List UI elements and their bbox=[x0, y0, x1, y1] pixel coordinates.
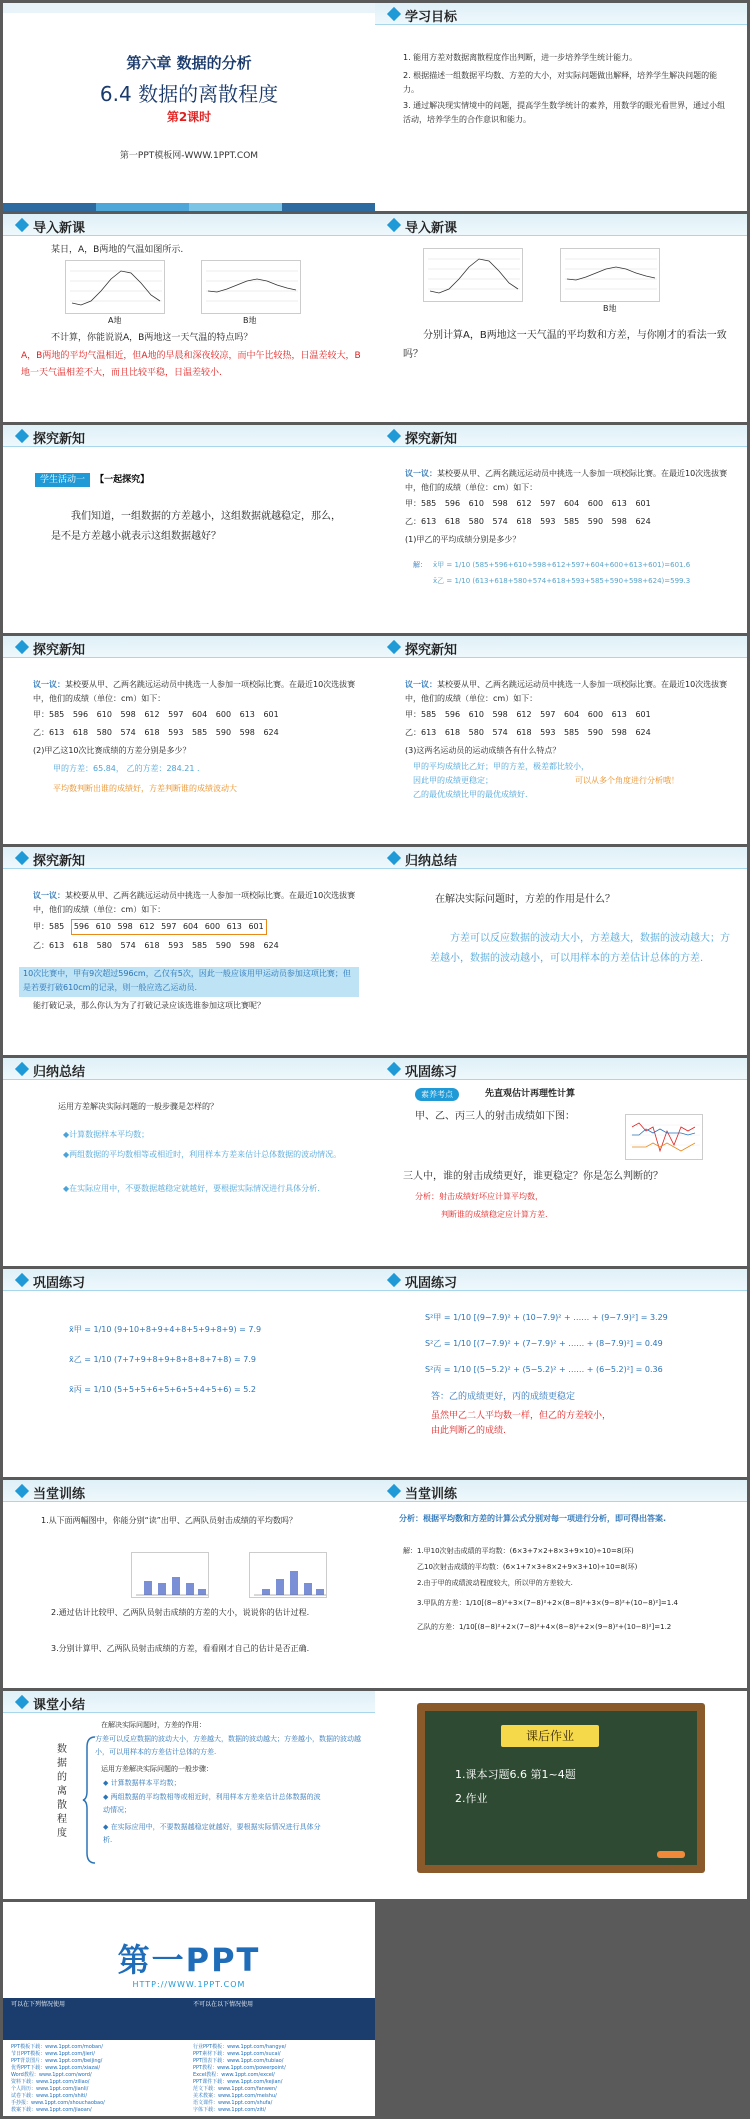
label-a: A地 bbox=[108, 316, 122, 325]
lesson-number: 第2课时 bbox=[166, 110, 212, 124]
diamond-icon bbox=[387, 640, 401, 654]
summary-3: 运用方差解决实际问题的一般步骤： bbox=[101, 1765, 213, 1773]
slide-explore-5 bbox=[3, 847, 375, 1055]
homework-item-2: 2.作业 bbox=[455, 1792, 488, 1805]
summary-4: ◆ 计算数据样本平均数； bbox=[103, 1779, 181, 1787]
question: 分别计算A，B两地这一天气温的平均数和方差，与你刚才的看法一致吗？ bbox=[403, 330, 727, 360]
diamond-icon bbox=[15, 218, 29, 232]
shooting-chart bbox=[625, 1114, 703, 1160]
yi-row: 乙：613 618 580 574 618 593 585 590 598 624 bbox=[33, 941, 279, 950]
badge: 素养考点 bbox=[415, 1088, 459, 1101]
slide-train-1 bbox=[3, 1480, 375, 1688]
diamond-icon bbox=[387, 851, 401, 865]
diamond-icon bbox=[387, 1273, 401, 1287]
variance-answer: 甲的方差：65.84， 乙的方差：284.21 . bbox=[53, 764, 200, 773]
question: 在解决实际问题时，方差的作用是什么？ bbox=[435, 894, 615, 905]
chalk-icon bbox=[657, 1851, 685, 1858]
diamond-icon bbox=[387, 1062, 401, 1076]
slide-explore-2 bbox=[375, 425, 747, 633]
question: (1)甲乙的平均成绩分别是多少？ bbox=[405, 535, 521, 544]
bar-chart-jia bbox=[131, 1552, 209, 1598]
problem: 某校要从甲、乙两名跳远运动员中挑选一人参加一项校际比赛。在最近10次选拔赛中，他们的成绩（单位：cm）如下： bbox=[405, 680, 728, 703]
slide-practice-3 bbox=[375, 1269, 747, 1477]
vertical-title: 数据的离散程度 bbox=[57, 1744, 67, 1839]
var-bing: S²丙 = 1/10 [(5−5.2)² + (5−5.2)² + …… + (6−5.2)²] = 0.36 bbox=[425, 1365, 663, 1374]
analysis-1: 分析：射击成绩好坏应计算平均数， bbox=[415, 1192, 543, 1201]
answer: 方差可以反应数据的波动大小，方差越大，数据的波动越大；方差越小，数据的波动越小，可以用样本的方差估计总体的方差. bbox=[430, 933, 730, 964]
diamond-icon bbox=[387, 7, 401, 21]
question-2: 2.通过估计比较甲、乙两队员射击成绩的方差的大小，说说你的估计过程. bbox=[51, 1608, 310, 1617]
answer: 答：乙的成绩更好，丙的成绩更稳定 bbox=[431, 1392, 576, 1402]
diamond-icon bbox=[15, 429, 29, 443]
homework-item-1: 1.课本习题6.6 第1~4题 bbox=[455, 1768, 576, 1781]
diamond-icon bbox=[15, 640, 29, 654]
yi-row: 乙：613 618 580 574 618 593 585 590 598 624 bbox=[405, 728, 651, 737]
note-2: 由此判断乙的成绩. bbox=[431, 1426, 506, 1436]
diamond-icon bbox=[15, 1484, 29, 1498]
slide-class-summary bbox=[3, 1691, 375, 1899]
formula-yi: x̄乙 = 1/10 (613+618+580+574+618+593+585+590+598+624)=599.3 bbox=[433, 577, 691, 585]
bar-chart-yi bbox=[249, 1552, 327, 1598]
lesson-title: 6.4 数据的离散程度 bbox=[99, 82, 279, 106]
problem: 某校要从甲、乙两名跳远运动员中挑选一人参加一项校际比赛。在最近10次选拔赛中，他们的成绩（单位：cm）如下： bbox=[405, 469, 728, 492]
slide-title bbox=[3, 3, 375, 211]
yi-row: 乙：613 618 580 574 618 593 585 590 598 624 bbox=[33, 728, 279, 737]
slide-goals bbox=[375, 3, 747, 211]
header-title: 当堂训练 bbox=[405, 1487, 458, 1502]
mean-yi: x̄乙 = 1/10 (7+7+9+8+9+8+8+8+7+8) = 7.9 bbox=[69, 1355, 257, 1364]
slide-train-2 bbox=[375, 1480, 747, 1688]
band-left: 可以在下列情况使用 bbox=[11, 2001, 66, 2008]
text: 我们知道，一组数据的方差越小，这组数据就越稳定，那么，是不是方差越小就表示这组数据越好？ bbox=[51, 511, 341, 542]
slide-summary-2 bbox=[3, 1058, 375, 1266]
logo-url[interactable]: HTTP://WWW.1PPT.COM bbox=[132, 1980, 246, 1989]
jia-row: 甲：585 596 610 598 612 597 604 600 613 601 bbox=[33, 710, 279, 719]
temp-chart-b bbox=[201, 260, 301, 314]
summary-6: ◆ 在实际应用中，不要数据越稳定就越好，要根据实际情况进行具体分析. bbox=[103, 1823, 321, 1844]
step-1: ◆计算数据样本平均数； bbox=[63, 1130, 150, 1139]
header-title: 巩固练习 bbox=[405, 1065, 458, 1080]
links-right: 行业PPT模板：www.1ppt.com/hangye/ PPT素材下载：www.1ppt.com/sucai/ PPT图表下载：www.1ppt.com/tubiao/ PPT教程：www.1ppt.com/powerpoint/ Excel教程：www.1ppt.com/excel/ PPT课件下载：www.1ppt.com/kejian/ 范文下载：www.1ppt.com/fanwen/ 美术教案：www.1ppt.com/meishu/ 语文课件：www.1ppt.com/shufa/ 字体下载：www.1ppt.com/ziti/ bbox=[193, 2044, 287, 2113]
question-1: 1.从下面两幅图中，你能分别“读”出甲、乙两队员射击成绩的平均数吗？ bbox=[41, 1516, 297, 1525]
problem: 某校要从甲、乙两名跳远运动员中挑选一人参加一项校际比赛。在最近10次选拔赛中，他们的成绩（单位：cm）如下： bbox=[33, 680, 356, 703]
question-2: 三人中，谁的射击成绩更好，谁更稳定？你是怎么判断的？ bbox=[403, 1171, 663, 1182]
problem-lead: 议一议： bbox=[405, 469, 437, 478]
feature-1: 甲的平均成绩比乙好；甲的方差，极差都比较小， bbox=[413, 762, 589, 771]
slide-summary-1 bbox=[375, 847, 747, 1055]
diamond-icon bbox=[15, 1695, 29, 1709]
problem-lead: 议一议： bbox=[33, 891, 65, 900]
mean-jia: x̄甲 = 1/10 (9+10+8+9+4+8+5+9+8+9) = 7.9 bbox=[69, 1325, 262, 1334]
header-title: 探究新知 bbox=[33, 854, 86, 869]
solution-5: 乙队的方差：1/10[(8−8)²+2×(7−8)²+4×(8−8)²+2×(9−8)²+(10−8)²]=1.2 bbox=[417, 1623, 672, 1631]
header-title: 归纳总结 bbox=[405, 854, 458, 869]
diamond-icon bbox=[387, 429, 401, 443]
problem-lead: 议一议： bbox=[33, 680, 65, 689]
hint: 可以从多个角度进行分析哦！ bbox=[575, 776, 679, 785]
header-title: 归纳总结 bbox=[33, 1065, 86, 1080]
feature-2: 因此甲的成绩更稳定； bbox=[413, 776, 493, 785]
note-1: 虽然甲乙二人平均数一样，但乙的方差较小， bbox=[431, 1411, 612, 1421]
question: (3)这两名运动员的运动成绩各有什么特点？ bbox=[405, 746, 561, 755]
badge-title: 先直观估计再理性计算 bbox=[485, 1089, 576, 1099]
color-bars bbox=[3, 203, 375, 211]
homework-title: 课后作业 bbox=[501, 1725, 599, 1747]
slide-practice-2 bbox=[3, 1269, 375, 1477]
slide-promo bbox=[3, 1902, 375, 2116]
links-left: PPT模板下载：www.1ppt.com/moban/ 节日PPT模板：www.1ppt.com/jieri/ PPT背景图片：www.1ppt.com/beijing/ 优秀PPT下载：www.1ppt.com/xiazai/ Word教程：www.1ppt.com/word/ 资料下载：www.1ppt.com/ziliao/ 个人简历：www.1ppt.com/jianli/ 试卷下载：www.1ppt.com/shiti/ 手抄报：www.1ppt.com/shouchaobao/ 教案下载：www.1ppt.com/jiaoan/ bbox=[11, 2044, 105, 2113]
diamond-icon bbox=[15, 851, 29, 865]
solution-2: 乙10次射击成绩的平均数：(6×1+7×3+8×2+9×3+10)÷10=8(环) bbox=[417, 1563, 638, 1571]
question-1: 甲、乙、丙三人的射击成绩如下图： bbox=[415, 1111, 575, 1122]
question: 能打破记录，那么你认为为了打破记录应该选谁参加这项比赛呢？ bbox=[33, 1001, 265, 1010]
variance-note: 平均数判断出谁的成绩好，方差判断谁的成绩波动大 bbox=[53, 784, 237, 793]
formula-jia: x̄甲 = 1/10 (585+596+610+598+612+597+604+600+613+601)=601.6 bbox=[433, 561, 691, 569]
goal-3: 3. 通过解决现实情境中的问题，提高学生数学统计的素养，用数学的眼光看世界，通过小组活动，培养学生的合作意识和能力。 bbox=[403, 101, 726, 124]
jia-row: 甲：585 596 610 598 612 597 604 600 613 601 bbox=[33, 919, 363, 935]
header-title: 探究新知 bbox=[33, 643, 86, 658]
header-title: 课堂小结 bbox=[33, 1698, 86, 1713]
slide-intro-b bbox=[375, 214, 747, 422]
jia-row: 甲：585 596 610 598 612 597 604 600 613 601 bbox=[405, 710, 651, 719]
temp-chart-a bbox=[423, 248, 523, 302]
activity-tag: 学生活动一 bbox=[35, 473, 90, 487]
site-credit[interactable]: 第一PPT模板网-WWW.1PPT.COM bbox=[119, 151, 259, 161]
question-3: 3.分别计算甲、乙两队员射击成绩的方差，看看刚才自己的估计是否正确. bbox=[51, 1644, 310, 1653]
header-title: 学习目标 bbox=[405, 10, 458, 25]
header-title: 巩固练习 bbox=[405, 1276, 458, 1291]
band-right: 不可以在以下情况使用 bbox=[193, 2001, 254, 2008]
goal-1: 1. 能用方差对数据离散程度作出判断，进一步培养学生统计能力。 bbox=[403, 53, 638, 62]
diamond-icon bbox=[387, 1484, 401, 1498]
label-b: B地 bbox=[243, 316, 257, 325]
solution-1: 解：1.甲10次射击成绩的平均数：(6×3+7×2+8×3+9×10)÷10=8(环) bbox=[403, 1547, 634, 1555]
step-2: ◆两组数据的平均数相等或相近时，利用样本方差来估计总体数据的波动情况。 bbox=[63, 1150, 342, 1159]
logo: 第一PPT bbox=[117, 1941, 261, 1979]
intro-text: 某日，A，B两地的气温如图所示. bbox=[51, 245, 184, 255]
step-3: ◆在实际应用中，不要数据越稳定就越好，要根据实际情况进行具体分析. bbox=[63, 1184, 320, 1193]
slide-intro-a bbox=[3, 214, 375, 422]
goal-2: 2. 根据描述一组数据平均数、方差的大小，对实际问题做出解释，培养学生解决问题的能力。 bbox=[403, 71, 718, 94]
slide-explore-1 bbox=[3, 425, 375, 633]
summary-5: ◆ 两组数据的平均数相等或相近时，利用样本方差来估计总体数据的波动情况； bbox=[103, 1793, 321, 1814]
info-band bbox=[3, 1998, 375, 2040]
header-title: 探究新知 bbox=[405, 643, 458, 658]
feature-3: 乙的最优成绩比甲的最优成绩好. bbox=[413, 790, 528, 799]
solution-4: 3.甲队的方差：1/10[(8−8)²+3×(7−8)²+2×(8−8)²+3×(9−8)²+(10−8)²]=1.4 bbox=[417, 1599, 678, 1607]
diamond-icon bbox=[387, 218, 401, 232]
temp-chart-b bbox=[560, 248, 660, 302]
mean-bing: x̄丙 = 1/10 (5+5+5+6+5+6+5+4+5+6) = 5.2 bbox=[69, 1385, 257, 1394]
highlight-box: 596 610 598 612 597 604 600 613 601 bbox=[71, 919, 267, 935]
temp-chart-a bbox=[65, 260, 165, 314]
answer-label: 解： bbox=[413, 561, 427, 569]
header-title: 探究新知 bbox=[33, 432, 86, 447]
analysis: 分析：根据平均数和方差的计算公式分别对每一项进行分析，即可得出答案. bbox=[399, 1514, 667, 1523]
conclusion-text: 10次比赛中，甲有9次超过596cm，乙仅有5次，因此一般应该用甲运动员参加这项比赛；但是若要打破610cm的记录，则一般应选乙运动员. bbox=[23, 969, 351, 992]
summary-1: 在解决实际问题时，方差的作用： bbox=[101, 1721, 206, 1729]
chapter-title: 第六章 数据的分析 bbox=[126, 54, 252, 72]
diamond-icon bbox=[15, 1062, 29, 1076]
question: 运用方差解决实际问题的一般步骤是怎样的？ bbox=[58, 1102, 218, 1111]
jia-row: 甲：585 596 610 598 612 597 604 600 613 601 bbox=[405, 499, 651, 508]
problem-lead: 议一议： bbox=[405, 680, 437, 689]
analysis-2: 判断谁的成绩稳定应计算方差. bbox=[441, 1210, 548, 1219]
header-title: 巩固练习 bbox=[33, 1276, 86, 1291]
solution-3: 2.由于甲的成绩波动程度较大，所以甲的方差较大. bbox=[417, 1579, 573, 1587]
yi-row: 乙：613 618 580 574 618 593 585 590 598 624 bbox=[405, 517, 651, 526]
slide-homework bbox=[375, 1691, 747, 1899]
label-b: B地 bbox=[603, 304, 617, 313]
header-title: 导入新课 bbox=[405, 221, 458, 236]
var-yi: S²乙 = 1/10 [(7−7.9)² + (7−7.9)² + …… + (8−7.9)²] = 0.49 bbox=[425, 1339, 663, 1348]
header-title: 导入新课 bbox=[33, 221, 86, 236]
summary-2: 方差可以反应数据的波动大小，方差越大，数据的波动越大；方差越小，数据的波动越小，可以用样本的方差估计总体的方差. bbox=[95, 1735, 361, 1756]
slide-explore-3 bbox=[3, 636, 375, 844]
var-jia: S²甲 = 1/10 [(9−7.9)² + (10−7.9)² + …… + (9−7.9)²] = 3.29 bbox=[425, 1313, 668, 1322]
question: 不计算，你能说说A，B两地这一天气温的特点吗？ bbox=[51, 333, 253, 343]
answer: A，B两地的平均气温相近，但A地的早晨和深夜较凉，而中午比较热，日温差较大，B地一天气温相差不大，而且比较平稳，日温差较小. bbox=[21, 351, 361, 378]
question: (2)甲乙这10次比赛成绩的方差分别是多少？ bbox=[33, 746, 191, 755]
slide-explore-4 bbox=[375, 636, 747, 844]
problem: 某校要从甲、乙两名跳远运动员中挑选一人参加一项校际比赛。在最近10次选拔赛中，他们的成绩（单位：cm）如下： bbox=[33, 891, 356, 914]
header-title: 当堂训练 bbox=[33, 1487, 86, 1502]
header-title: 探究新知 bbox=[405, 432, 458, 447]
conclusion-box bbox=[19, 967, 359, 997]
slide-practice-1 bbox=[375, 1058, 747, 1266]
activity-title: 【一起探究】 bbox=[95, 475, 150, 485]
diamond-icon bbox=[15, 1273, 29, 1287]
